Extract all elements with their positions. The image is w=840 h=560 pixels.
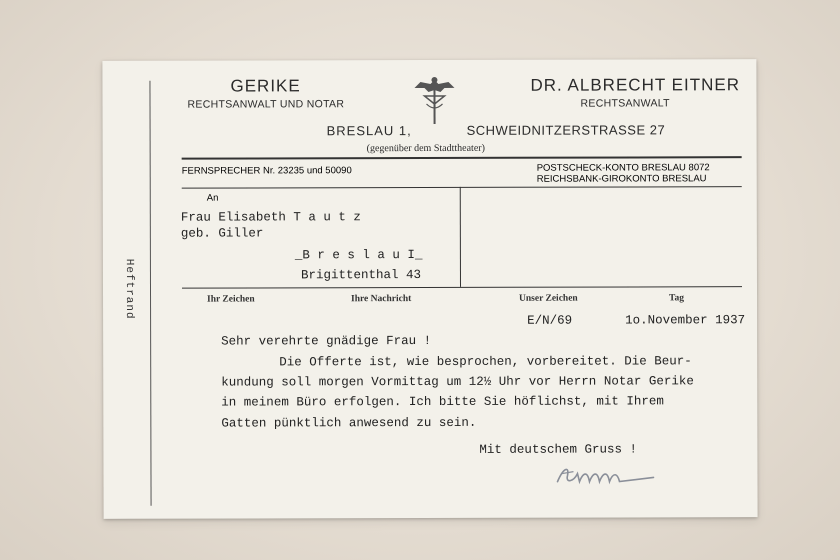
body-line-4: Gatten pünktlich anwesend zu sein.	[221, 415, 477, 431]
signature-scribble	[553, 459, 663, 489]
tag-label: Tag	[669, 293, 685, 304]
recipient-maiden-name: geb. Giller	[180, 226, 264, 241]
phone-text: FERNSPRECHER Nr. 23235 und 50090	[181, 165, 352, 177]
letter-sheet	[102, 59, 757, 519]
address-label: An	[206, 192, 219, 204]
salutation: Sehr verehrte gnädige Frau !	[221, 333, 432, 349]
right-firm-title: RECHTSANWALT	[580, 97, 670, 110]
city-text: BRESLAU 1,	[326, 123, 412, 139]
opposite-text: (gegenüber dem Stadttheater)	[366, 142, 485, 155]
address-box-bottom	[182, 286, 742, 288]
recipient-name: Frau Elisabeth T a u t z	[180, 210, 361, 225]
recipient-street: Brigittenthal 43	[300, 268, 422, 283]
eagle-emblem-icon	[412, 74, 456, 126]
street-text: SCHWEIDNITZERSTRASSE 27	[466, 122, 666, 138]
margin-line	[149, 81, 151, 506]
unser-zeichen-label: Unser Zeichen	[519, 293, 578, 304]
bank-line-1: POSTSCHECK-KONTO BRESLAU 8072	[536, 162, 710, 174]
body-line-3: in meinem Büro erfolgen. Ich bitte Sie höflichst, mit Ihrem	[221, 394, 664, 410]
recipient-city: _B r e s l a u I_	[294, 248, 423, 263]
body-line-1: Die Offerte ist, wie besprochen, vorbereitet. Die Beur-	[279, 354, 692, 370]
header-rule	[182, 156, 742, 159]
address-box-top	[182, 186, 742, 188]
unser-zeichen-value: E/N/69	[527, 313, 573, 328]
ihr-zeichen-label: Ihr Zeichen	[207, 294, 255, 305]
bank-line-2: REICHSBANK-GIROKONTO BRESLAU	[536, 173, 707, 185]
right-firm-name: DR. ALBRECHT EITNER	[530, 75, 741, 95]
body-line-2: kundung soll morgen Vormittag um 12½ Uhr vor Herrn Notar Gerike	[221, 374, 694, 390]
left-firm-title: RECHTSANWALT UND NOTAR	[187, 98, 345, 111]
left-firm-name: GERIKE	[230, 76, 301, 96]
margin-label: Heftrand	[122, 258, 136, 320]
closing: Mit deutschem Gruss !	[479, 442, 637, 457]
ihre-nachricht-label: Ihre Nachricht	[351, 294, 412, 305]
date-value: 1o.November 1937	[625, 313, 746, 328]
address-box-divider	[460, 187, 461, 287]
